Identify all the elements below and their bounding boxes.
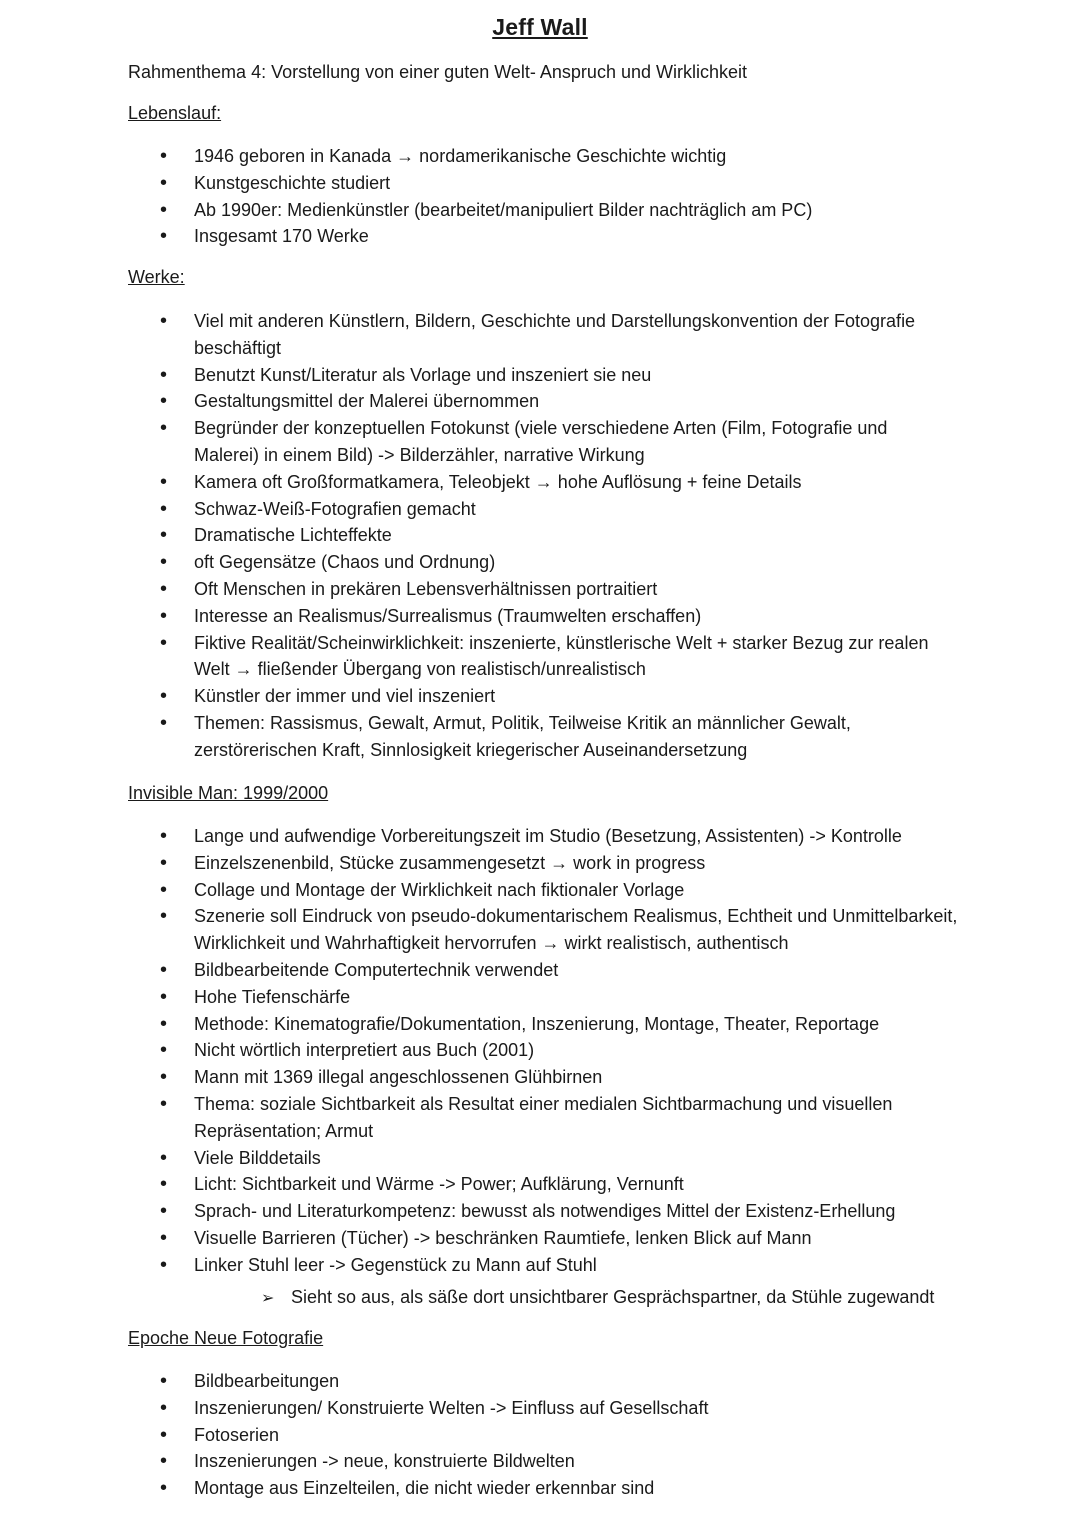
- list-item: • Linker Stuhl leer -> Gegenstück zu Mann auf Stuhl: [0, 1252, 954, 1279]
- list-lebenslauf: [0, 143, 1000, 250]
- arrowhead-bullet-icon: ➢: [261, 1290, 275, 1307]
- list-item: • Licht: Sichtbarkeit und Wärme -> Power; Aufklärung, Vernunft: [0, 1171, 954, 1198]
- section-heading-lebenslauf: Lebenslauf:: [128, 103, 222, 123]
- list-item: • Insgesamt 170 Werke: [0, 223, 954, 250]
- list-werke: [0, 308, 1000, 764]
- list-item: • Bildbearbeitungen: [0, 1368, 954, 1395]
- list-item: • Einzelszenenbild, Stücke zusammengesetzt → work in progress: [0, 850, 954, 877]
- list-item: • oft Gegensätze (Chaos und Ordnung): [0, 549, 954, 576]
- list-item: • Collage und Montage der Wirklichkeit nach fiktionaler Vorlage: [0, 877, 954, 904]
- list-item: • Kunstgeschichte studiert: [0, 170, 954, 197]
- page-title: Jeff Wall: [492, 14, 588, 40]
- list-item: • Schwaz-Weiß-Fotografien gemacht: [0, 496, 954, 523]
- list-item: • Inszenierungen -> neue, konstruierte Bildwelten: [0, 1448, 954, 1475]
- sub-list-item-text: Sieht so aus, als säße dort unsichtbarer Gesprächspartner, da Stühle zugewandt: [291, 1287, 935, 1307]
- list-item: • Viele Bilddetails: [0, 1145, 954, 1172]
- section-heading-invisible-man: Invisible Man: 1999/2000: [128, 783, 329, 803]
- list-item: • Begründer der konzeptuellen Fotokunst (viele verschiedene Arten (Film, Fotografie und Malerei) in einem Bild) -> Bilderzähler, narrative Wirkung: [0, 415, 954, 469]
- list-item: • Gestaltungsmittel der Malerei übernommen: [0, 388, 954, 415]
- list-epoche-neue-fotografie: [0, 1368, 1000, 1502]
- section-heading-werke: Werke:: [128, 267, 185, 287]
- list-item: • Fiktive Realität/Scheinwirklichkeit: inszenierte, künstlerische Welt + starker Bezug zur realen Welt → fließender Übergang von realistisch/unrealistisch: [0, 630, 954, 684]
- list-item: • Themen: Rassismus, Gewalt, Armut, Politik, Teilweise Kritik an männlicher Gewalt, zerstörerischen Kraft, Sinnlosigkeit kriegerischer Auseinandersetzung: [0, 710, 954, 764]
- list-item: • Montage aus Einzelteilen, die nicht wieder erkennbar sind: [0, 1475, 954, 1502]
- list-item: • Interesse an Realismus/Surrealismus (Traumwelten erschaffen): [0, 603, 954, 630]
- list-item: • Oft Menschen in prekären Lebensverhältnissen portraitiert: [0, 576, 954, 603]
- list-item: • 1946 geboren in Kanada → nordamerikanische Geschichte wichtig: [0, 143, 954, 170]
- list-item: • Nicht wörtlich interpretiert aus Buch (2001): [0, 1037, 954, 1064]
- sub-list-item: [261, 1287, 934, 1308]
- list-item: • Fotoserien: [0, 1422, 954, 1449]
- list-invisible-man: [0, 823, 1000, 1279]
- list-item: • Lange und aufwendige Vorbereitungszeit im Studio (Besetzung, Assistenten) -> Kontrolle: [0, 823, 954, 850]
- list-item: • Sprach- und Literaturkompetenz: bewusst als notwendiges Mittel der Existenz-Erhellung: [0, 1198, 954, 1225]
- list-item: • Thema: soziale Sichtbarkeit als Resultat einer medialen Sichtbarmachung und visuellen Repräsentation; Armut: [0, 1091, 954, 1145]
- list-item: • Künstler der immer und viel inszeniert: [0, 683, 954, 710]
- page-subtitle: Rahmenthema 4: Vorstellung von einer guten Welt- Anspruch und Wirklichkeit: [128, 62, 747, 82]
- list-item: • Hohe Tiefenschärfe: [0, 984, 954, 1011]
- list-item: • Benutzt Kunst/Literatur als Vorlage und inszeniert sie neu: [0, 362, 954, 389]
- list-item: • Dramatische Lichteffekte: [0, 522, 954, 549]
- list-item: • Inszenierungen/ Konstruierte Welten -> Einfluss auf Gesellschaft: [0, 1395, 954, 1422]
- list-item: • Methode: Kinematografie/Dokumentation, Inszenierung, Montage, Theater, Reportage: [0, 1011, 954, 1038]
- section-heading-epoche-neue-fotografie: Epoche Neue Fotografie: [128, 1328, 324, 1348]
- list-item: • Szenerie soll Eindruck von pseudo-dokumentarischem Realismus, Echtheit und Unmittelbarkeit, Wirklichkeit und Wahrhaftigkeit hervorrufen → wirkt realistisch, authentisch: [0, 903, 994, 957]
- list-item: • Kamera oft Großformatkamera, Teleobjekt → hohe Auflösung + feine Details: [0, 469, 954, 496]
- list-item: • Viel mit anderen Künstlern, Bildern, Geschichte und Darstellungskonvention der Fotografie beschäftigt: [0, 308, 954, 362]
- list-item: • Mann mit 1369 illegal angeschlossenen Glühbirnen: [0, 1064, 954, 1091]
- list-item: • Visuelle Barrieren (Tücher) -> beschränken Raumtiefe, lenken Blick auf Mann: [0, 1225, 954, 1252]
- list-item: • Ab 1990er: Medienkünstler (bearbeitet/manipuliert Bilder nachträglich am PC): [0, 197, 954, 224]
- list-item: • Bildbearbeitende Computertechnik verwendet: [0, 957, 954, 984]
